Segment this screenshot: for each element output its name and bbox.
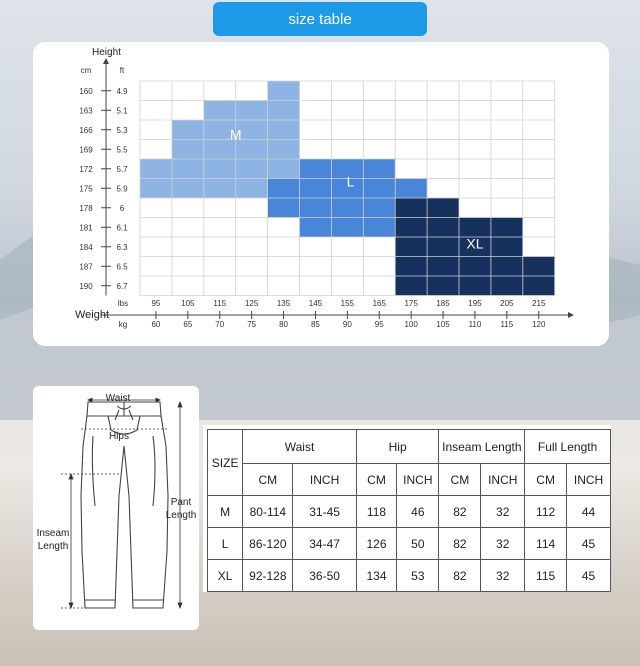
table-cell: 134 [356, 560, 396, 592]
y-tick-label-ft: 5.7 [116, 164, 128, 174]
pants-diagram-card [33, 386, 199, 630]
table-cell: 82 [439, 496, 481, 528]
x-tick-label-kg: 115 [500, 320, 514, 329]
x-tick-label-kg: 75 [247, 320, 257, 329]
size-xl-cell [395, 257, 427, 277]
x-tick-label-kg: 65 [183, 320, 193, 329]
x-tick-label-kg: 60 [151, 320, 161, 329]
x-tick-label-lbs: 145 [308, 299, 323, 308]
size-m-cell [204, 101, 236, 121]
size-header: SIZE [208, 430, 243, 496]
size-m-cell [268, 159, 300, 179]
y-tick-label-ft: 6.5 [116, 262, 128, 272]
x-tick-label-lbs: 185 [436, 299, 450, 308]
size-xl-cell [459, 218, 491, 238]
y-axis-title: Height [92, 47, 121, 58]
size-chart-card [33, 42, 609, 346]
size-xl-cell [523, 276, 555, 296]
size-xl-cell [427, 257, 459, 277]
table-cell: 118 [356, 496, 396, 528]
table-cell: 36-50 [293, 560, 356, 592]
y-tick-label-cm: 166 [79, 125, 93, 135]
x-axis-arrow [568, 312, 574, 318]
full-length-header: Full Length [525, 430, 611, 464]
x-tick-label-kg: 85 [310, 320, 320, 329]
size-xl-cell [523, 257, 555, 277]
y-tick-label-cm: 190 [79, 281, 93, 291]
size-l-cell [395, 179, 427, 199]
size-m-cell [140, 179, 172, 199]
table-cell: 32 [481, 560, 525, 592]
x-tick-label-lbs: 135 [276, 299, 291, 308]
size-xl-cell [427, 218, 459, 238]
y-tick-label-ft: 6.7 [116, 281, 128, 291]
hips-label: Hips [108, 431, 130, 442]
y-tick-label-cm: 169 [79, 145, 93, 155]
size-xl-cell [459, 257, 491, 277]
x-tick-label-kg: 105 [436, 320, 450, 329]
table-cell: XL [208, 560, 243, 592]
size-l-cell [300, 159, 332, 179]
size-l-cell [363, 159, 395, 179]
size-label-l: L [346, 173, 355, 190]
y-unit-ft: ft [119, 66, 125, 75]
unit-cell: INCH [481, 464, 525, 496]
table-header-row [208, 430, 611, 464]
table-cell: M [208, 496, 243, 528]
y-axis-arrow [103, 58, 109, 64]
size-l-cell [300, 198, 332, 218]
x-tick-label-lbs: 205 [500, 299, 514, 308]
y-tick-label-cm: 178 [79, 203, 93, 213]
table-unit-row [208, 464, 611, 496]
size-l-cell [300, 218, 332, 238]
x-unit-lbs: lbs [117, 299, 129, 308]
size-xl-cell [427, 198, 459, 218]
size-xl-cell [491, 257, 523, 277]
size-table-banner [213, 2, 427, 36]
table-cell: 92-128 [243, 560, 293, 592]
table-cell: 32 [481, 496, 525, 528]
inseam-header: Inseam Length [439, 430, 525, 464]
size-xl-cell [491, 276, 523, 296]
y-tick-label-cm: 181 [79, 223, 93, 233]
size-xl-cell [395, 198, 427, 218]
unit-cell: INCH [293, 464, 356, 496]
y-tick-label-ft: 4.9 [116, 86, 128, 96]
pant-length-label-1: Pant [170, 497, 192, 508]
y-tick-label-ft: 6 [119, 203, 125, 213]
x-tick-label-kg: 80 [279, 320, 289, 329]
y-tick-label-cm: 187 [79, 262, 93, 272]
size-m-cell [268, 120, 300, 140]
size-xl-cell [427, 276, 459, 296]
size-m-cell [172, 179, 204, 199]
size-table-card [203, 425, 611, 592]
unit-cell: CM [439, 464, 481, 496]
waist-label: Waist [105, 393, 131, 404]
size-xl-cell [459, 276, 491, 296]
x-tick-label-lbs: 105 [181, 299, 195, 308]
inseam-label-2: Length [37, 541, 69, 552]
table-cell: 50 [397, 528, 439, 560]
size-xl-cell [395, 237, 427, 257]
x-tick-label-kg: 120 [532, 320, 546, 329]
size-m-cell [236, 101, 268, 121]
size-m-cell [172, 140, 204, 160]
x-unit-kg: kg [118, 320, 128, 329]
size-l-cell [363, 179, 395, 199]
table-cell: 31-45 [293, 496, 356, 528]
size-xl-cell [395, 276, 427, 296]
size-m-cell [268, 101, 300, 121]
table-cell: 46 [397, 496, 439, 528]
size-m-cell [204, 159, 236, 179]
table-cell: 32 [481, 528, 525, 560]
x-tick-label-lbs: 115 [213, 299, 227, 308]
size-l-cell [331, 198, 363, 218]
x-tick-label-kg: 95 [374, 320, 384, 329]
y-tick-label-ft: 5.5 [116, 145, 128, 155]
table-cell: 115 [525, 560, 567, 592]
table-cell: 45 [567, 560, 611, 592]
size-m-cell [236, 179, 268, 199]
table-row [208, 496, 611, 528]
inseam-label-1: Inseam [36, 528, 70, 539]
table-cell: L [208, 528, 243, 560]
size-l-cell [363, 218, 395, 238]
unit-cell: CM [243, 464, 293, 496]
waist-header: Waist [243, 430, 357, 464]
size-l-cell [268, 179, 300, 199]
pants-diagram [33, 386, 199, 630]
size-m-cell [268, 81, 300, 101]
size-xl-cell [491, 237, 523, 257]
table-cell: 86-120 [243, 528, 293, 560]
x-tick-label-kg: 70 [215, 320, 225, 329]
size-chart [33, 42, 609, 346]
table-row [208, 528, 611, 560]
x-tick-label-lbs: 195 [468, 299, 482, 308]
table-cell: 44 [567, 496, 611, 528]
unit-cell: CM [525, 464, 567, 496]
pant-length-label-2: Length [165, 510, 197, 521]
size-m-cell [140, 159, 172, 179]
hip-header: Hip [356, 430, 439, 464]
x-tick-label-lbs: 95 [151, 299, 161, 308]
x-axis-title: Weight [75, 309, 110, 321]
x-tick-label-lbs: 165 [372, 299, 386, 308]
table-cell: 34-47 [293, 528, 356, 560]
size-xl-cell [395, 218, 427, 238]
y-tick-label-ft: 5.3 [116, 125, 128, 135]
y-tick-label-cm: 163 [79, 106, 93, 116]
y-tick-label-cm: 160 [79, 86, 93, 96]
size-l-cell [331, 218, 363, 238]
size-m-cell [236, 159, 268, 179]
x-tick-label-kg: 100 [404, 320, 418, 329]
unit-cell: INCH [397, 464, 439, 496]
table-cell: 82 [439, 528, 481, 560]
y-tick-label-cm: 184 [79, 242, 93, 252]
table-cell: 114 [525, 528, 567, 560]
size-xl-cell [427, 237, 459, 257]
size-m-cell [204, 179, 236, 199]
size-m-cell [268, 140, 300, 160]
y-tick-label-ft: 6.3 [116, 242, 128, 252]
size-table [207, 429, 611, 592]
table-row [208, 560, 611, 592]
table-cell: 53 [397, 560, 439, 592]
y-tick-label-ft: 6.1 [116, 223, 128, 233]
size-m-cell [172, 159, 204, 179]
size-l-cell [300, 179, 332, 199]
size-label-xl: XL [466, 235, 484, 252]
table-cell: 45 [567, 528, 611, 560]
y-unit-cm: cm [80, 66, 92, 75]
size-label-m: M [229, 126, 242, 143]
x-tick-label-lbs: 215 [532, 299, 546, 308]
size-l-cell [363, 198, 395, 218]
unit-cell: CM [356, 464, 396, 496]
y-tick-label-ft: 5.1 [116, 106, 128, 116]
x-tick-label-kg: 110 [468, 320, 482, 329]
x-tick-label-lbs: 125 [244, 299, 259, 308]
banner-title: size table [288, 10, 352, 28]
table-cell: 80-114 [243, 496, 293, 528]
y-tick-label-ft: 5.9 [116, 184, 128, 194]
table-cell: 82 [439, 560, 481, 592]
size-xl-cell [491, 218, 523, 238]
size-l-cell [268, 198, 300, 218]
x-tick-label-lbs: 155 [340, 299, 355, 308]
y-tick-label-cm: 172 [79, 164, 93, 174]
size-m-cell [172, 120, 204, 140]
unit-cell: INCH [567, 464, 611, 496]
table-cell: 112 [525, 496, 567, 528]
y-tick-label-cm: 175 [79, 184, 93, 194]
table-cell: 126 [356, 528, 396, 560]
x-tick-label-kg: 90 [342, 320, 352, 329]
x-tick-label-lbs: 175 [404, 299, 418, 308]
